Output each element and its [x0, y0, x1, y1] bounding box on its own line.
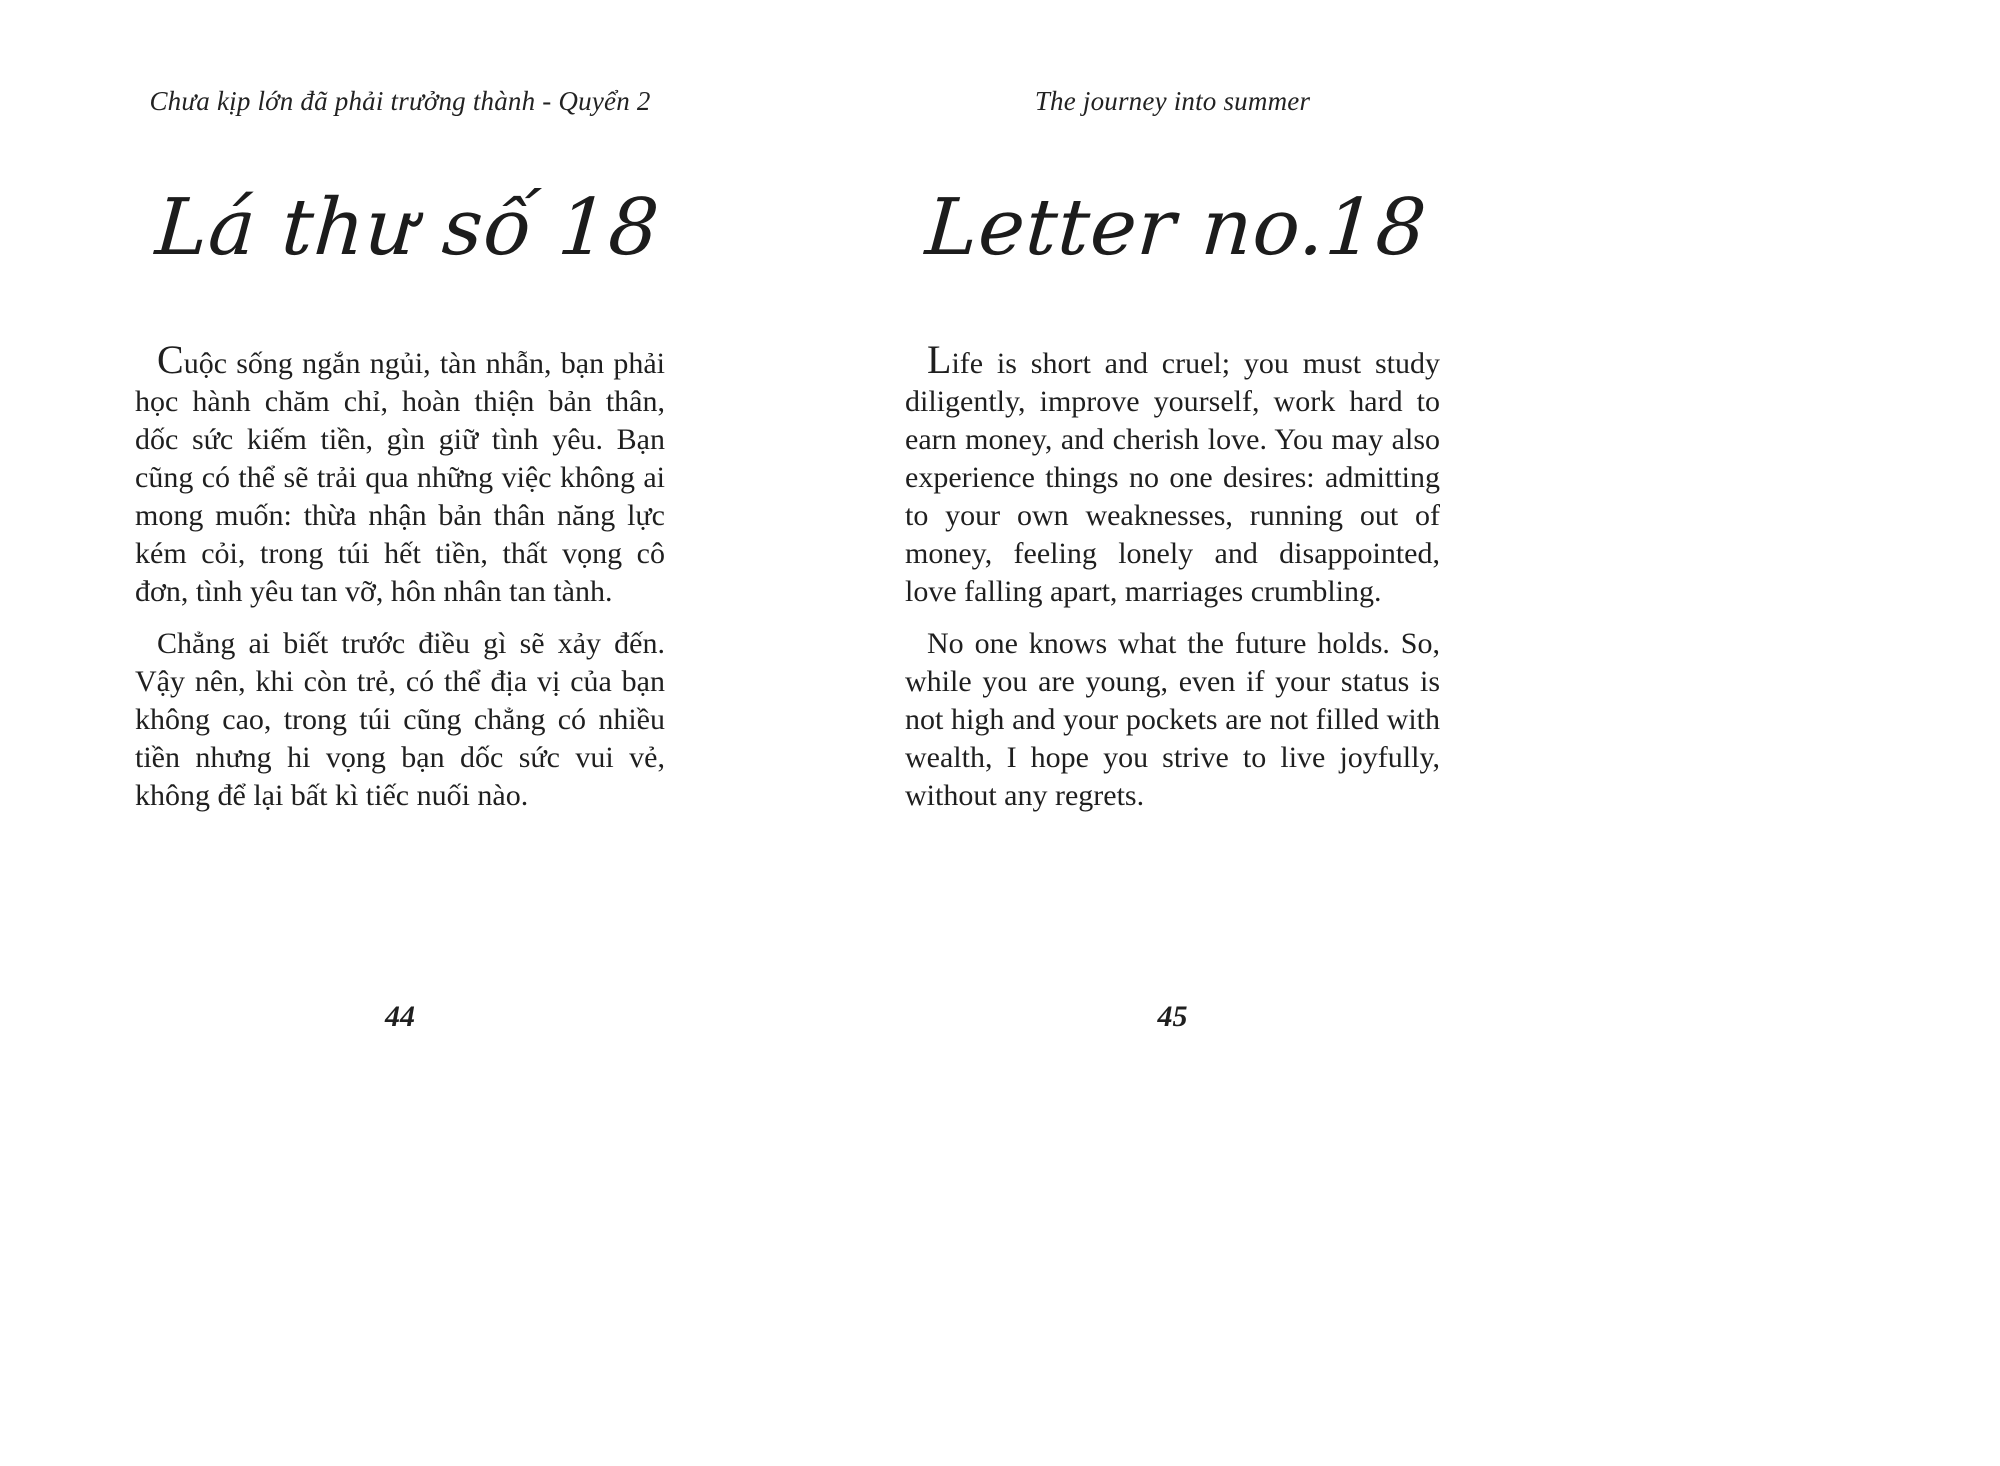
right-paragraph-1: Life is short and cruel; you must study diligently, improve yourself, work hard to earn money, and cherish love. You may also experience things no one desires: admitting to your own weaknesses, running out of money, feeling lonely and disappointed, love falling apart, marriages crumbling. [905, 337, 1440, 608]
left-body-text [135, 337, 665, 829]
left-paragraph-1: Cuộc sống ngắn ngủi, tàn nhẫn, bạn phải học hành chăm chỉ, hoàn thiện bản thân, dốc sức kiếm tiền, gìn giữ tình yêu. Bạn cũng có thể sẽ trải qua những việc không ai mong muốn: thừa nhận bản thân năng lực kém cỏi, trong túi hết tiền, thất vọng cô đơn, tình yêu tan vỡ, hôn nhân tan tành. [135, 337, 665, 608]
right-chapter-title: Letter no.18 [922, 183, 1430, 273]
right-page-number: 45 [1157, 1000, 1188, 1033]
right-page [905, 0, 1440, 1466]
left-running-header: Chưa kịp lớn đã phải trưởng thành - Quyển 2 [149, 86, 651, 116]
left-page-number: 44 [385, 1000, 415, 1033]
left-paragraph-2: Chẳng ai biết trước điều gì sẽ xảy đến. Vậy nên, khi còn trẻ, có thể địa vị của bạn không cao, trong túi cũng chẳng có nhiều tiền nhưng hi vọng bạn dốc sức vui vẻ, không để lại bất kì tiếc nuối nào. [135, 627, 665, 812]
right-body-text [905, 337, 1440, 829]
right-paragraph-2: No one knows what the future holds. So, while you are young, even if your status is not high and your pockets are not filled with wealth, I hope you strive to live joyfully, without any regrets. [905, 627, 1440, 812]
right-running-header: The journey into summer [1034, 86, 1311, 116]
left-page [135, 0, 665, 1466]
left-chapter-title: Lá thư số 18 [152, 183, 663, 273]
